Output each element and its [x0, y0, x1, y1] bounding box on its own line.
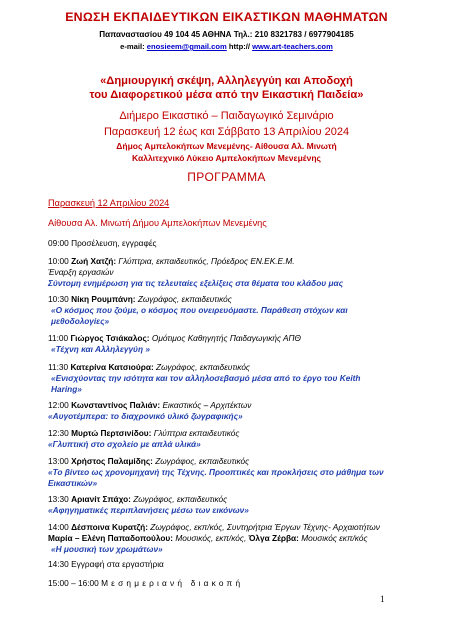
- schedule-entry: [48, 238, 388, 249]
- schedule-entry: [48, 428, 388, 450]
- speaker-name: Ζωή Χατζή:: [71, 256, 119, 266]
- speaker-desc: Γλύπτρια, εκπαιδευτικός, Πρόεδρος ΕΝ.ΕΚ.Ε.Μ.: [118, 256, 295, 266]
- entry-time: 11:00: [48, 333, 71, 343]
- talk-title: «Αυγοτέμπερα: το διαχρονικό υλικό ζωγραφικής»: [48, 410, 243, 421]
- speaker-name: Κωνσταντίνος Παλιάν:: [71, 400, 163, 410]
- speaker-desc: Γλύπτρια εκπαιδευτικός: [153, 428, 240, 438]
- schedule-entry: [48, 578, 388, 589]
- speaker-desc: Ζωγράφος, εκπ/κός, Συντηρήτρια Έργων Τέχνης- Αρχαιοτήτων: [150, 522, 380, 532]
- speaker-name: Όλγα Ζέρβα:: [248, 532, 302, 543]
- schedule-entry: [48, 400, 388, 422]
- speaker-name: Δέσποινα Κυρατζή:: [71, 522, 151, 532]
- speaker-desc: Ομότιμος Καθηγητής Παιδαγωγικής ΑΠΘ: [151, 333, 301, 343]
- website-link[interactable]: www.art-teachers.com: [252, 42, 333, 51]
- schedule-entry: [48, 256, 388, 288]
- speaker-name: Αριανίτ Σπάχο:: [71, 494, 134, 504]
- schedule-entry: [48, 522, 388, 554]
- day-heading: Παρασκευή 12 Απριλίου 2024: [48, 198, 170, 208]
- email-label: e-mail:: [120, 42, 147, 51]
- programme-heading: ΠΡΟΓΡΑΜΜΑ: [187, 170, 266, 184]
- speaker-name: Γιώργος Τσιάκαλος:: [70, 333, 152, 343]
- http-label: http://: [226, 42, 253, 51]
- speaker-desc: Ζωγράφος, εκπαιδευτικός: [155, 456, 250, 466]
- entry-time: 13:30: [48, 494, 72, 504]
- speaker-desc: Ζωγράφος, εκπαιδευτικός: [137, 294, 232, 304]
- entry-time: 11:30: [48, 362, 71, 372]
- talk-title: «Αφηγηματικές περιπλανήσεις μέσω των εικόνων»: [48, 504, 249, 515]
- speaker-desc: Ζωγράφος, εκπαιδευτικός: [156, 362, 250, 372]
- entry-time: 14:00: [48, 522, 72, 532]
- entry-time: 10:30: [48, 294, 72, 304]
- schedule-entry: [48, 294, 388, 326]
- venue-line2: Καλλιτεχνικό Λύκειο Αμπελοκήπων Μενεμένης: [132, 153, 321, 163]
- seminar-title: Διήμερο Εικαστικό – Παιδαγωγικό Σεμινάριο: [119, 110, 334, 122]
- contact-line: [0, 42, 453, 51]
- schedule-entry: [48, 456, 388, 488]
- talk-title: «Το βίντεο ως χρονομηχανή της Τέχνης. Προοπτικές και προκλήσεις στο μάθημα των Εικαστικών»: [48, 466, 384, 488]
- speaker-desc: Μουσικός εκπ/κός: [301, 532, 368, 543]
- speaker-name: Κατερίνα Κατσιούρα:: [70, 362, 157, 372]
- entry-text: Μεσημεριανή διακοπή: [101, 578, 244, 588]
- entry-text: Εγγραφή στα εργαστήρια: [71, 559, 164, 569]
- org-address: Παπαναστασίου 49 104 45 ΑΘΗΝΑ Τηλ.: 210 8321783 / 6977904185: [99, 30, 354, 39]
- entry-note: Έναρξη εργασιών: [48, 266, 114, 277]
- talk-title: «Γλυπτική στο σχολείο με απλά υλικά»: [48, 438, 201, 449]
- speaker-desc: Εικαστικός – Αρχιτέκτων: [162, 400, 252, 410]
- talk-title: «Ενισχύοντας την ισότητα και τον αλληλοσεβασμό μέσα από το έργο του Keith Haring»: [51, 372, 361, 394]
- email-link[interactable]: enosieem@gmail.com: [146, 42, 227, 51]
- speaker-desc: Ζωγράφος, εκπαιδευτικός: [133, 494, 228, 504]
- talk-title: «Τέχνη και Αλληλεγγύη »: [51, 343, 150, 354]
- seminar-dates: Παρασκευή 12 έως και Σάββατο 13 Απριλίου 2024: [103, 126, 350, 138]
- entry-time: 12:30: [48, 428, 72, 438]
- talk-title: «Η μουσική των χρωμάτων»: [51, 543, 163, 554]
- entry-time: 12:00: [48, 400, 72, 410]
- theme-quote-line1: «Δημιουργική σκέψη, Αλληλεγγύη και Αποδοχή: [100, 75, 353, 87]
- page-number: 1: [380, 594, 385, 604]
- entry-time: 10:00: [48, 256, 72, 266]
- venue-line1: Δήμος Αμπελοκήπων Μενεμένης- Αίθουσα Αλ. Μινωτή: [116, 141, 337, 151]
- theme-quote-line2: του Διαφορετικού μέσα από την Εικαστική Παιδεία»: [89, 89, 364, 101]
- speaker-name: Μυρτώ Περτσινίδου:: [71, 428, 154, 438]
- org-name: ΕΝΩΣΗ ΕΚΠΑΙΔΕΥΤΙΚΩΝ ΕΙΚΑΣΤΙΚΩΝ ΜΑΘΗΜΑΤΩΝ: [65, 10, 388, 24]
- entry-time: 13:00: [48, 456, 72, 466]
- schedule-entry: [48, 559, 388, 570]
- hall-heading: Αίθουσα Αλ. Μινωτή Δήμου Αμπελοκήπων Μενεμένης: [48, 218, 267, 228]
- talk-title: «Ο κόσμος που ζούμε, ο κόσμος που ονειρευόμαστε. Παράθεση στόχων και μεθοδολογίες»: [51, 304, 348, 326]
- schedule-entry: [48, 494, 388, 516]
- speaker-name: Χρήστος Παλαμίδης:: [71, 456, 156, 466]
- speaker-name: Νίκη Ρουμπάνη:: [71, 294, 138, 304]
- entry-time: 09:00: [48, 238, 72, 248]
- speaker-name: Μαρία – Ελένη Παπαδοπούλου:: [48, 532, 176, 543]
- entry-text: Προσέλευση, εγγραφές: [71, 238, 157, 248]
- entry-time: 14:30: [48, 559, 72, 569]
- talk-title: Σύντομη ενημέρωση για τις τελευταίες εξελίξεις στα θέματα του κλάδου μας: [48, 277, 344, 288]
- speaker-desc: Μουσικός, εκπ/κός,: [175, 532, 249, 543]
- entry-time: 15:00 – 16:00: [48, 578, 102, 588]
- schedule-entry: [48, 333, 388, 355]
- schedule-entry: [48, 362, 388, 394]
